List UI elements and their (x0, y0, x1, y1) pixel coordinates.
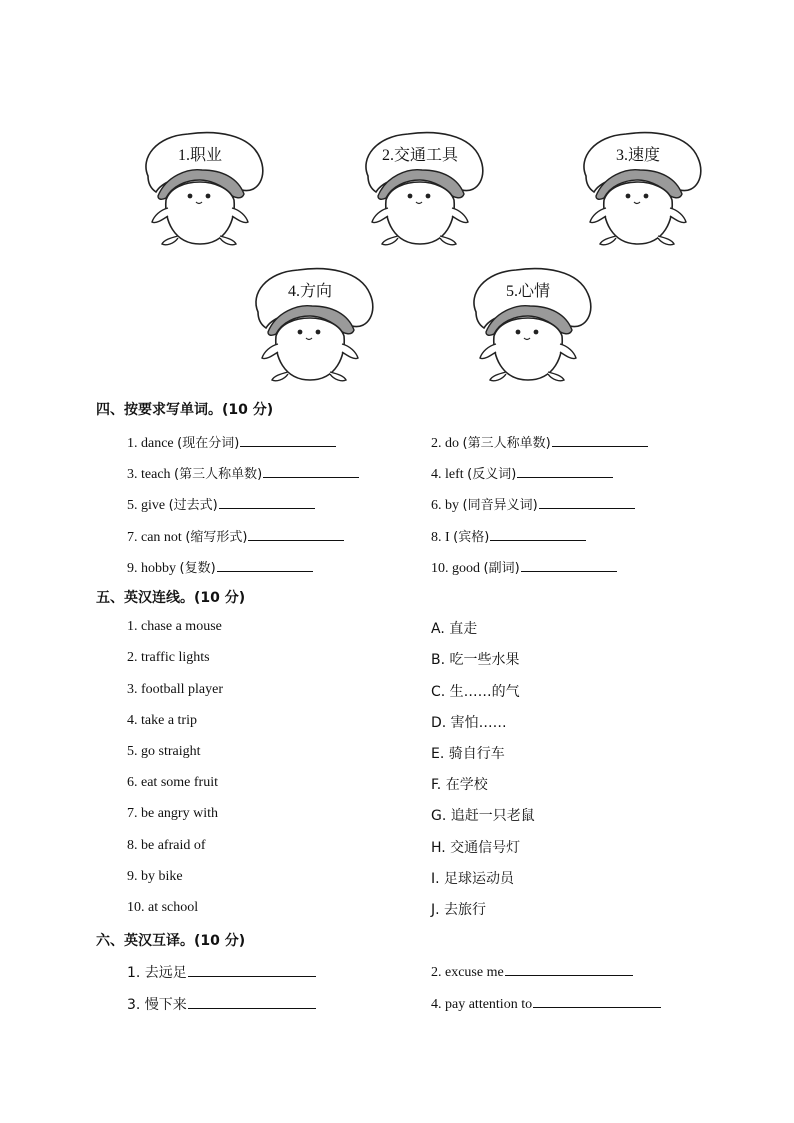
match-right-item[interactable]: I. 足球运动员 (431, 871, 515, 887)
match-left-item[interactable]: 9. by bike (127, 869, 183, 884)
answer-blank[interactable] (219, 495, 315, 509)
item-english: 3. teach (127, 467, 171, 482)
match-left-item[interactable]: 3. football player (127, 682, 224, 697)
answer-blank[interactable] (217, 558, 313, 572)
section-6-item (127, 994, 316, 1014)
match-right-item[interactable]: F. 在学校 (431, 777, 488, 793)
match-right-item[interactable]: J. 去旅行 (431, 902, 487, 918)
item-hint: (副词) (483, 561, 520, 576)
match-left-item[interactable]: 1. chase a mouse (127, 619, 222, 634)
item-hint: (宾格) (453, 530, 490, 545)
section-4-item (127, 432, 336, 452)
mushroom-1 (138, 128, 268, 253)
section-4-item (127, 494, 315, 514)
item-hint: (缩写形式) (185, 530, 248, 545)
match-left-item[interactable]: 2. traffic lights (127, 650, 210, 665)
match-left-item[interactable]: 8. be afraid of (127, 838, 206, 853)
match-left-item[interactable]: 6. eat some fruit (127, 775, 218, 790)
item-english: 2. do (431, 436, 459, 451)
answer-blank[interactable] (490, 527, 586, 541)
answer-blank[interactable] (240, 433, 336, 447)
answer-blank[interactable] (533, 994, 661, 1008)
mushroom-label: 1.职业 (177, 147, 222, 164)
item-hint: (反义词) (467, 467, 517, 482)
item-hint: (复数) (179, 561, 216, 576)
section-6-item (127, 962, 316, 982)
mushroom-4 (248, 264, 378, 389)
answer-blank[interactable] (505, 962, 633, 976)
match-right-item[interactable]: A. 直走 (431, 621, 478, 637)
item-hint: (现在分词) (177, 436, 240, 451)
answer-blank[interactable] (248, 527, 344, 541)
section-5-title: 五、英汉连线。(10 分) (96, 590, 246, 606)
match-right-item[interactable]: E. 骑自行车 (431, 746, 505, 762)
section-4-title: 四、按要求写单词。(10 分) (96, 402, 274, 418)
match-right-item[interactable]: D. 害怕…… (431, 715, 507, 731)
match-left-item[interactable]: 7. be angry with (127, 806, 218, 821)
item-english: 10. good (431, 561, 480, 576)
mushroom-label: 2.交通工具 (381, 147, 458, 164)
item-english: 5. give (127, 498, 166, 513)
item-english: 7. can not (127, 530, 182, 545)
section-4-item (431, 557, 617, 577)
mushroom-label: 5.心情 (505, 283, 550, 300)
item-hint: (同音异义词) (462, 498, 538, 513)
item-text: 3. 慢下来 (127, 997, 187, 1013)
match-left-item[interactable]: 10. at school (127, 900, 199, 915)
answer-blank[interactable] (188, 995, 316, 1009)
match-right-item[interactable]: B. 吃一些水果 (431, 652, 520, 668)
match-right-item[interactable]: G. 追赶一只老鼠 (431, 808, 535, 824)
section-6-item (431, 962, 633, 981)
section-4-item (127, 557, 313, 577)
mushroom-5 (466, 264, 596, 389)
match-right-item[interactable]: C. 生……的气 (431, 684, 520, 700)
item-text: 1. 去远足 (127, 965, 187, 981)
section-4-item (431, 494, 635, 514)
mushroom-2 (358, 128, 488, 253)
item-hint: (第三人称单数) (174, 467, 263, 482)
section-4-item (431, 463, 613, 483)
item-english: 1. dance (127, 436, 174, 451)
section-6-item (431, 994, 661, 1013)
item-english: 6. by (431, 498, 459, 513)
item-text: 4. pay attention to (431, 997, 533, 1012)
item-english: 8. I (431, 530, 450, 545)
item-hint: (第三人称单数) (462, 436, 551, 451)
answer-blank[interactable] (517, 464, 613, 478)
item-text: 2. excuse me (431, 965, 504, 980)
mushroom-label: 3.速度 (615, 147, 660, 164)
item-hint: (过去式) (168, 498, 218, 513)
section-4-item (431, 432, 648, 452)
section-4-item (127, 463, 359, 483)
answer-blank[interactable] (539, 495, 635, 509)
answer-blank[interactable] (263, 464, 359, 478)
mushroom-label: 4.方向 (287, 283, 332, 300)
match-left-item[interactable]: 5. go straight (127, 744, 201, 759)
match-right-item[interactable]: H. 交通信号灯 (431, 840, 521, 856)
answer-blank[interactable] (552, 433, 648, 447)
answer-blank[interactable] (521, 558, 617, 572)
item-english: 9. hobby (127, 561, 176, 576)
item-english: 4. left (431, 467, 464, 482)
match-left-item[interactable]: 4. take a trip (127, 713, 197, 728)
mushroom-3 (576, 128, 706, 253)
section-4-item (127, 526, 344, 546)
section-4-item (431, 526, 586, 546)
section-6-title: 六、英汉互译。(10 分) (96, 933, 246, 949)
answer-blank[interactable] (188, 963, 316, 977)
